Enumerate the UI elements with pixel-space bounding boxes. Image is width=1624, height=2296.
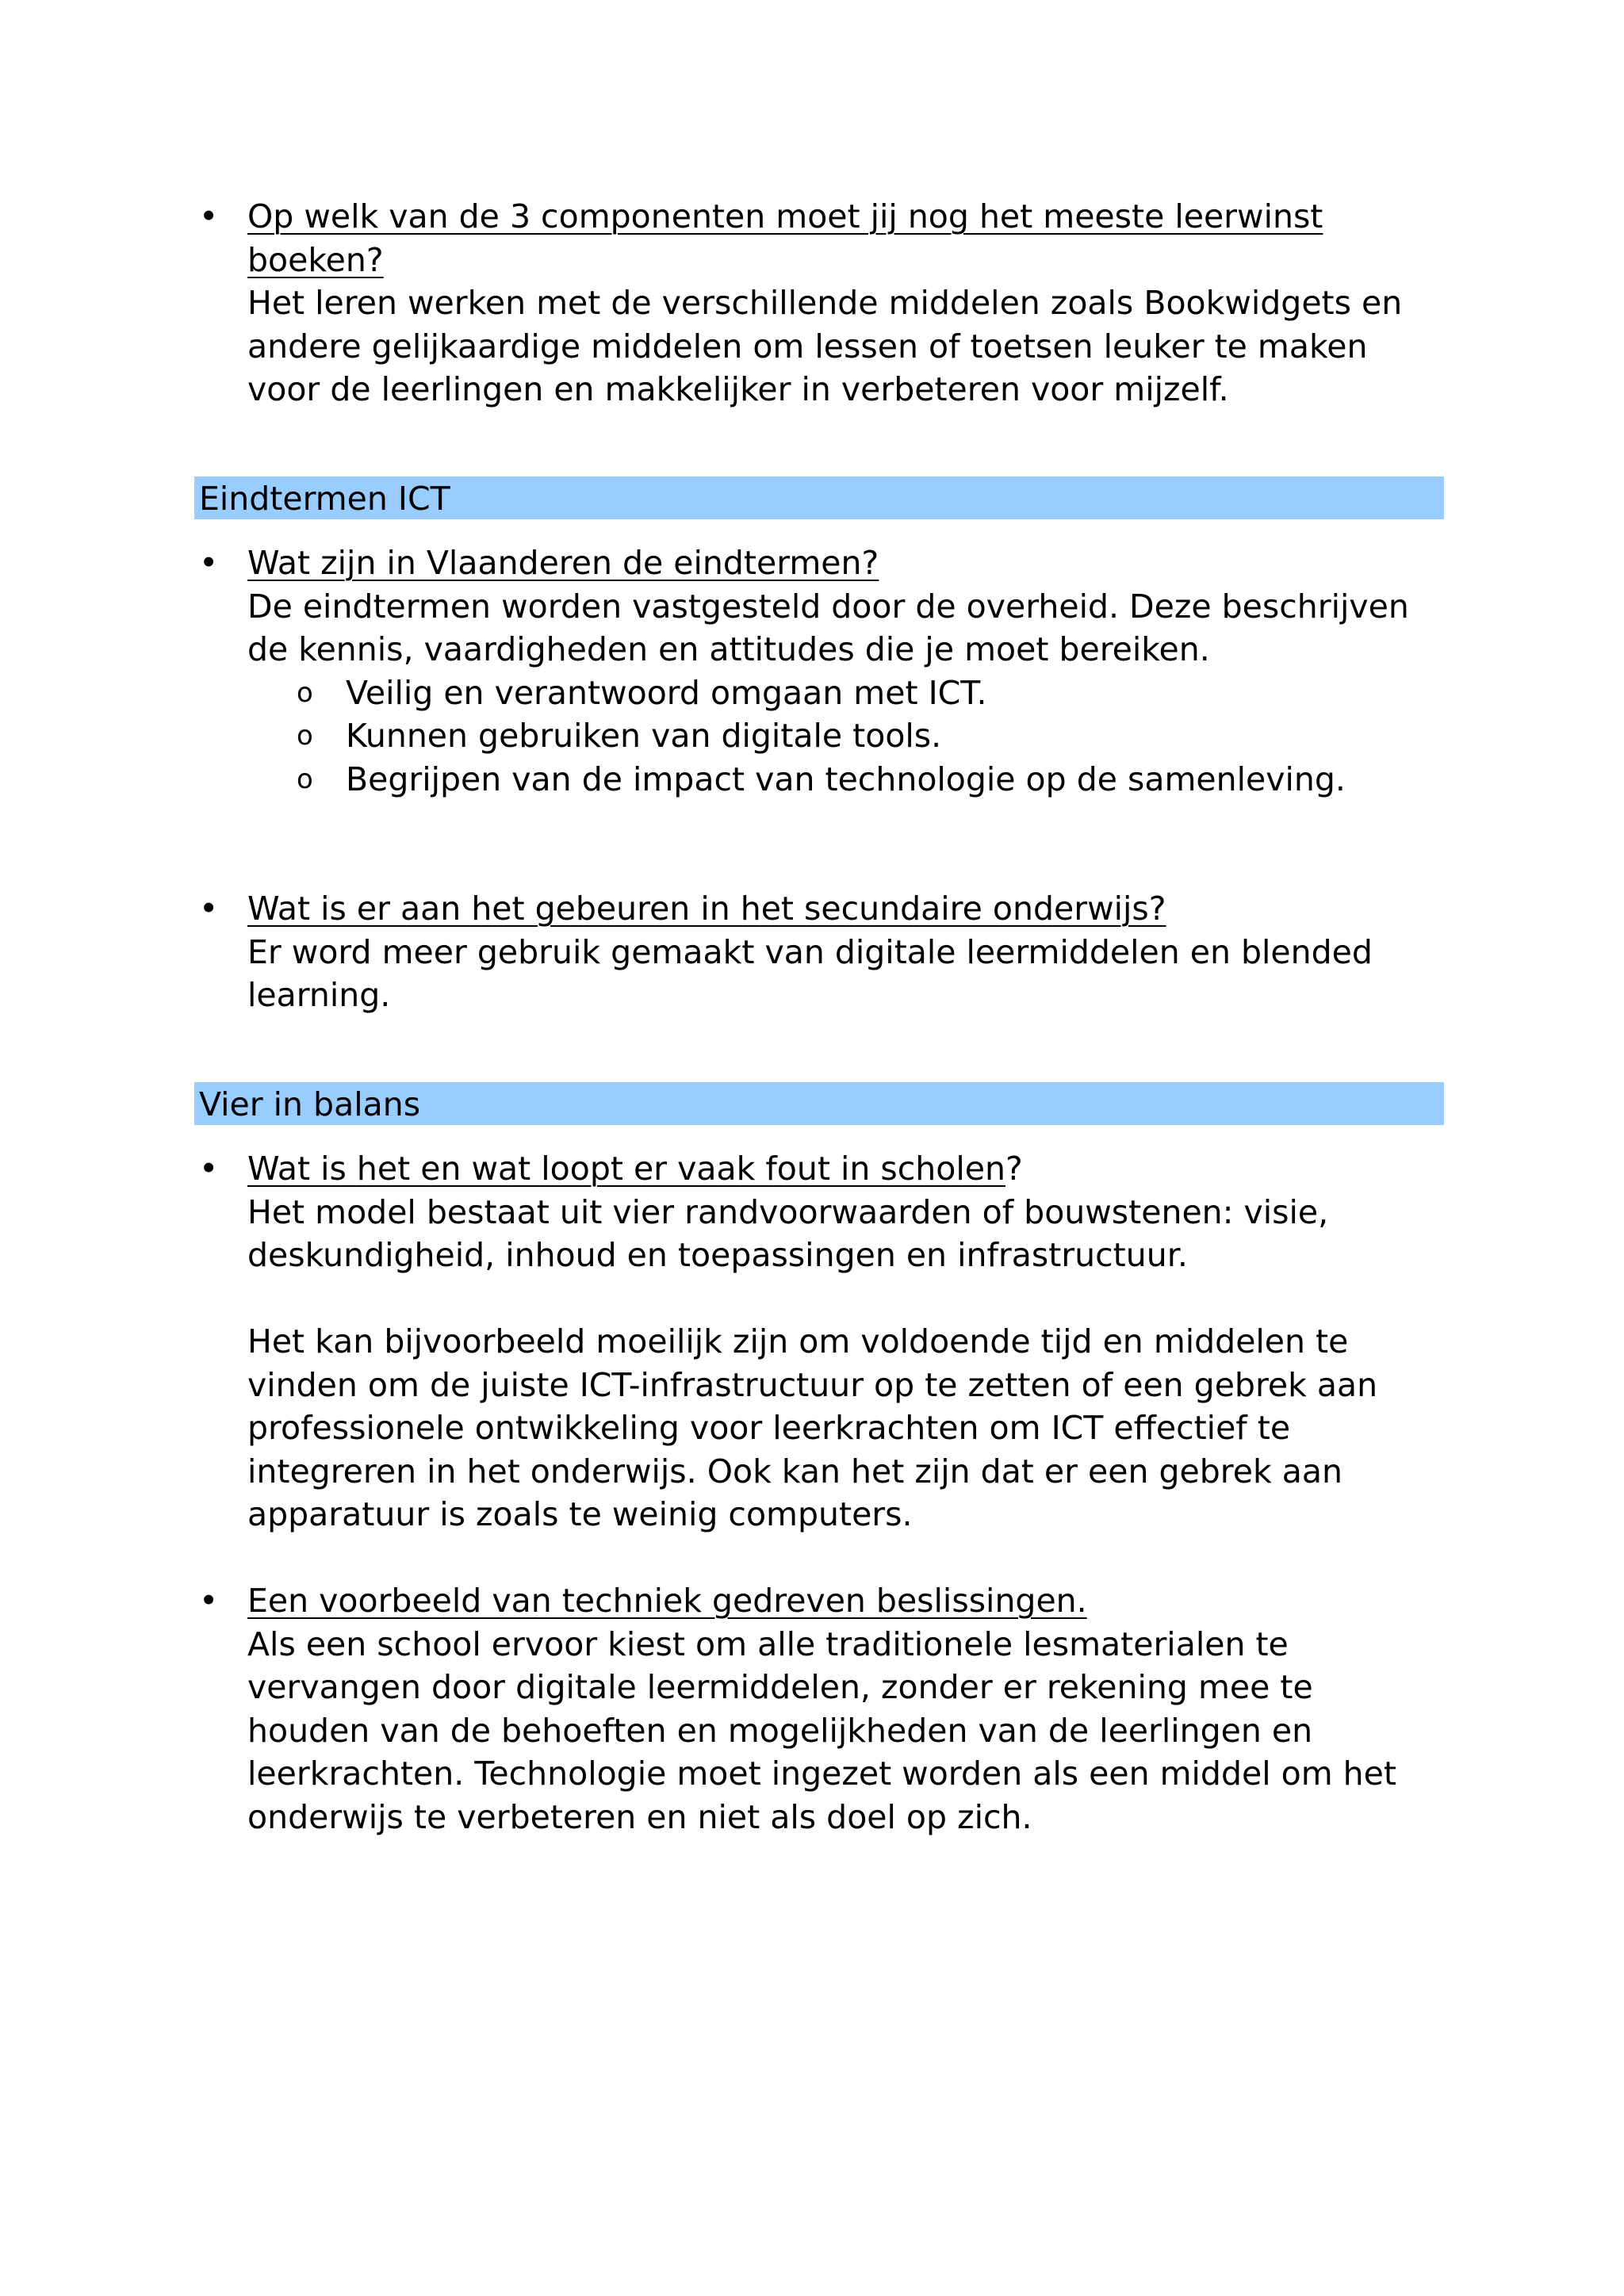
bullet-icon: •	[199, 1582, 219, 1620]
document-content	[194, 195, 1444, 1839]
list-item-techniek-gedreven	[194, 1579, 1444, 1839]
bullet-icon: •	[199, 890, 219, 928]
answer-text: De eindtermen worden vastgesteld door de overheid. Deze beschrijven de kennis, vaardigheden en attitudes die je moet bereiken.	[247, 587, 1409, 668]
answer-text: Het kan bijvoorbeeld moeilijk zijn om voldoende tijd en middelen te vinden om de juiste ICT-infrastructuur op te zetten of een gebrek aan professionele ontwikkeling voor leerkrachten om ICT effectief te integreren in het onderwijs. Ook kan het zijn dat er een gebrek aan apparatuur is zoals te weinig computers.	[247, 1322, 1378, 1533]
question-text: Wat zijn in Vlaanderen de eindtermen?	[247, 544, 879, 582]
answer-text: Het model bestaat uit vier randvoorwaarden of bouwstenen: visie, deskundigheid, inhoud en toepassingen en infrastructuur.	[247, 1192, 1329, 1274]
circle-bullet-icon: o	[297, 720, 313, 752]
circle-bullet-icon: o	[297, 676, 313, 709]
section-heading-eindtermen: Eindtermen ICT	[194, 476, 1444, 519]
answer-text: Het leren werken met de verschillende middelen zoals Bookwidgets en andere gelijkaardige middelen om lessen of toetsen leuker te maken voor de leerlingen en makkelijker in verbeteren voor mijzelf.	[247, 284, 1403, 408]
question-text: Wat is het en wat loopt er vaak fout in scholen?	[247, 1150, 1023, 1188]
bullet-icon: •	[199, 1150, 219, 1188]
list-item-vier-in-balans	[194, 1147, 1444, 1536]
question-text: Een voorbeeld van techniek gedreven beslissingen.	[247, 1582, 1087, 1620]
bullet-icon: •	[199, 544, 219, 582]
circle-bullet-icon: o	[297, 763, 313, 795]
section-heading-vier-in-balans: Vier in balans	[194, 1082, 1444, 1125]
list-item-secundair	[194, 887, 1444, 1017]
bullet-icon: •	[199, 197, 219, 235]
sub-list-item: o Begrijpen van de impact van technologie op de samenleving.	[247, 758, 1444, 802]
answer-text: Als een school ervoor kiest om alle traditionele lesmaterialen te vervangen door digitale leermiddelen, zonder er rekening mee te houden van de behoeften en mogelijkheden van de leerlingen en leerkrachten. Technologie moet ingezet worden als een middel om het onderwijs te verbeteren en niet als doel op zich.	[247, 1624, 1396, 1836]
sub-list-item: o Veilig en verantwoord omgaan met ICT.	[247, 672, 1444, 715]
question-text: Wat is er aan het gebeuren in het secundaire onderwijs?	[247, 890, 1166, 928]
sub-list-item: o Kunnen gebruiken van digitale tools.	[247, 714, 1444, 758]
question-text: Op welk van de 3 componenten moet jij nog het meeste leerwinst boeken?	[247, 197, 1323, 279]
answer-text: Er word meer gebruik gemaakt van digitale leermiddelen en blended learning.	[247, 932, 1373, 1014]
sub-list	[247, 672, 1444, 802]
list-item-leerwinst	[194, 195, 1444, 411]
list-item-eindtermen	[194, 541, 1444, 801]
